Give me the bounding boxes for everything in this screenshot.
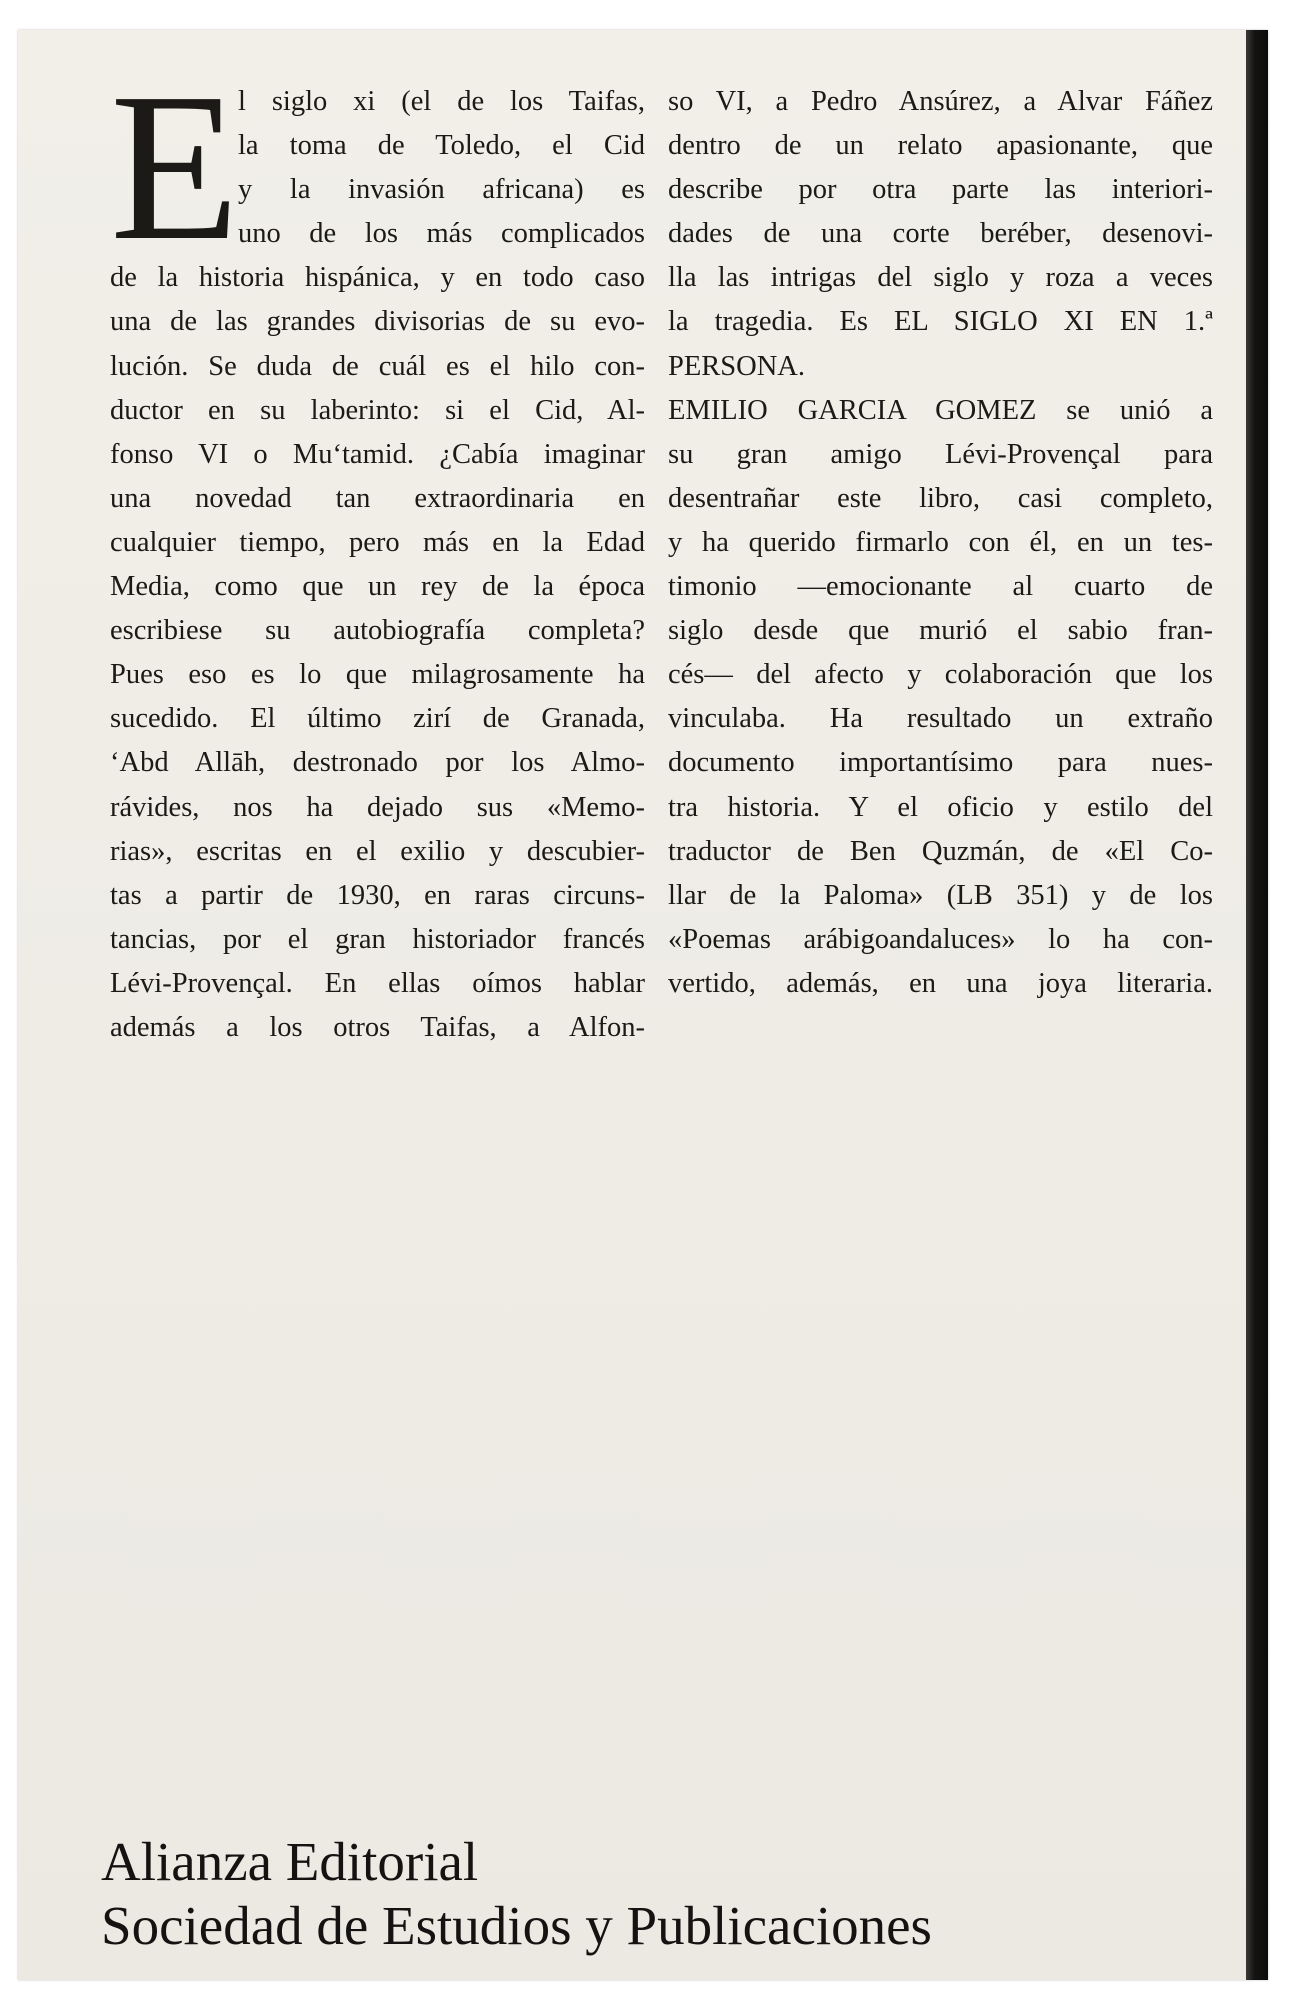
blurb-line: y ha querido firmarlo con él, en un tes- — [668, 526, 1213, 558]
blurb-line: documento importantísimo para nues- — [668, 747, 1213, 779]
blurb-left-column — [110, 49, 645, 1050]
blurb-line: desentrañar este libro, casi completo, — [668, 482, 1213, 514]
blurb-line: rias», escritas en el exilio y descubier- — [110, 835, 645, 867]
blurb-line: escribiese su autobiografía completa? — [110, 615, 645, 647]
blurb-line: una novedad tan extraordinaria en — [110, 482, 645, 514]
blurb-line: Media, como que un rey de la época — [110, 571, 645, 603]
blurb-line: ‘Abd Allāh, destronado por los Almo- — [110, 747, 645, 779]
blurb-line: PERSONA. — [668, 350, 805, 382]
blurb-line: lla las intrigas del siglo y roza a veces — [668, 262, 1213, 294]
blurb-line: y la invasión africana) es — [238, 174, 645, 206]
blurb-line: tancias, por el gran historiador francés — [110, 923, 645, 955]
blurb-line: tas a partir de 1930, en raras circuns- — [110, 879, 645, 911]
blurb-line: so VI, a Pedro Ansúrez, a Alvar Fáñez — [668, 86, 1213, 117]
publisher-name: Alianza Editorial — [101, 1831, 479, 1892]
blurb-line: sucedido. El último zirí de Granada, — [110, 703, 645, 735]
blurb-line: llar de la Paloma» (LB 351) y de los — [668, 879, 1213, 911]
blurb-line: lución. Se duda de cuál es el hilo con- — [110, 350, 645, 382]
blurb-line: «Poemas arábigoandaluces» lo ha con- — [668, 923, 1213, 955]
blurb-line: fonso VI o Mu‘tamid. ¿Cabía imaginar — [110, 438, 645, 470]
blurb-line: uno de los más complicados — [238, 218, 645, 250]
blurb-line: Pues eso es lo que milagrosamente ha — [110, 659, 645, 691]
blurb-line: de la historia hispánica, y en todo caso — [110, 262, 645, 294]
blurb-line: su gran amigo Lévi-Provençal para — [668, 438, 1213, 470]
blurb-right-column — [668, 80, 1213, 1006]
blurb-line: además a los otros Taifas, a Alfon- — [110, 1011, 645, 1043]
blurb-line: cualquier tiempo, pero más en la Edad — [110, 526, 645, 558]
blurb-line: ductor en su laberinto: si el Cid, Al- — [110, 394, 645, 426]
book-back-cover — [18, 30, 1268, 1980]
blurb-line: l siglo xi (el de los Taifas, — [238, 86, 645, 117]
publisher-society: Sociedad de Estudios y Publicaciones — [101, 1895, 932, 1956]
blurb-line: tra historia. Y el oficio y estilo del — [668, 791, 1213, 823]
blurb-line: cés— del afecto y colaboración que los — [668, 659, 1213, 691]
blurb-line: dentro de un relato apasionante, que — [668, 130, 1213, 162]
blurb-line: traductor de Ben Quzmán, de «El Co- — [668, 835, 1213, 867]
blurb-line: timonio —emocionante al cuarto de — [668, 571, 1213, 603]
blurb-line: siglo desde que murió el sabio fran- — [668, 615, 1213, 647]
blurb-line: vertido, además, en una joya literaria. — [668, 967, 1213, 999]
blurb-line: vinculaba. Ha resultado un extraño — [668, 703, 1213, 735]
blurb-line: rávides, nos ha dejado sus «Memo- — [110, 791, 645, 823]
blurb-line: una de las grandes divisorias de su evo- — [110, 306, 645, 338]
drop-cap: E — [110, 49, 240, 284]
blurb-line: EMILIO GARCIA GOMEZ se unió a — [668, 394, 1213, 426]
book-spine-edge — [1246, 30, 1268, 1980]
blurb-line: Lévi-Provençal. En ellas oímos hablar — [110, 967, 645, 999]
publisher-imprint — [101, 1830, 932, 1958]
blurb-line: la toma de Toledo, el Cid — [238, 130, 645, 162]
blurb-line: dades de una corte beréber, desenovi- — [668, 218, 1213, 250]
blurb-line: la tragedia. Es EL SIGLO XI EN 1.ª — [668, 306, 1213, 338]
blurb-line: describe por otra parte las interiori- — [668, 174, 1213, 206]
